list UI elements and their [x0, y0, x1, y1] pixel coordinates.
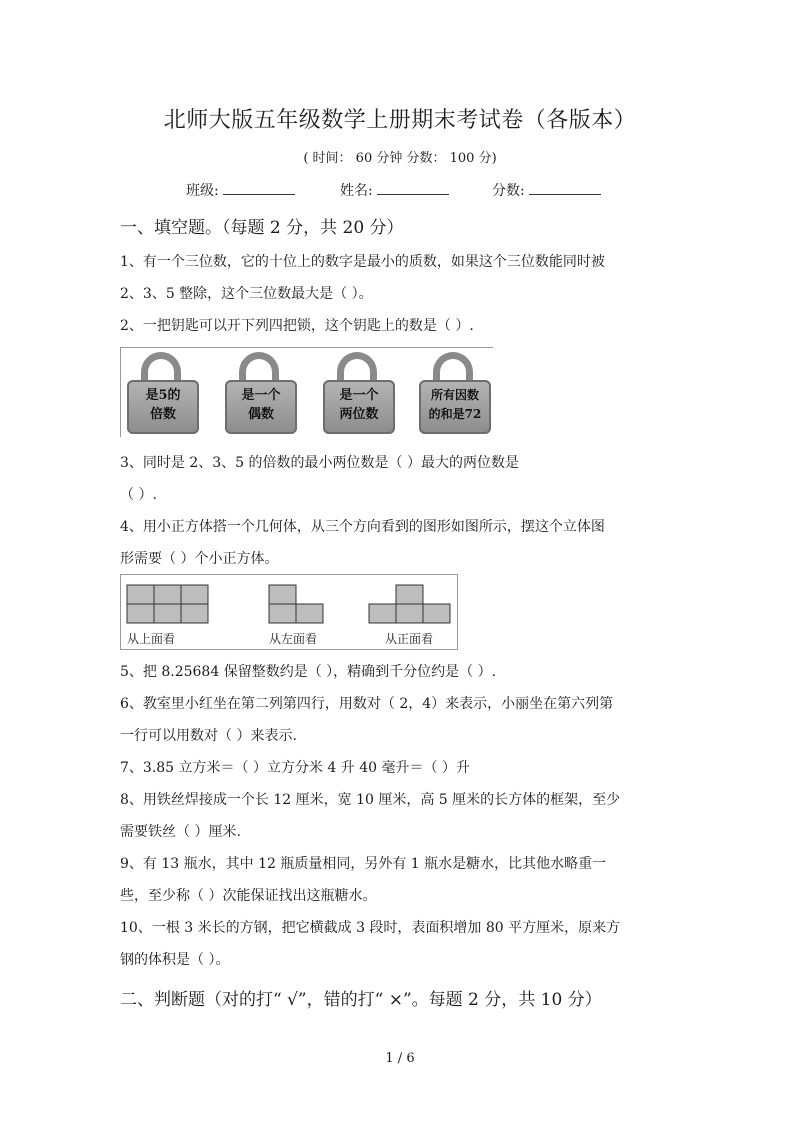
lock-1: [127, 348, 199, 436]
class-field: [186, 180, 295, 200]
question-7: 7、3.85 立方米＝（ ）立方分米 4 升 40 毫升＝（ ）升: [120, 760, 470, 776]
name-label: 姓名:: [340, 183, 373, 199]
top-view-label: 从上面看: [127, 632, 176, 646]
lock-1-text: [127, 386, 199, 424]
name-blank: [377, 182, 449, 195]
front-view-square: [396, 604, 423, 623]
front-view-square: [369, 604, 396, 623]
locks-figure: [120, 347, 493, 437]
left-view-square: [296, 604, 323, 623]
question-6-line2: 一行可以用数对（ ）来表示.: [120, 728, 297, 744]
top-view-square: [154, 585, 181, 604]
top-view-squares: [127, 585, 208, 623]
question-8-line2: 需要铁丝（ ）厘米.: [120, 824, 241, 840]
front-view-squares: [369, 585, 450, 623]
question-1-line2: 2、3、5 整除，这个三位数最大是（ ）。: [120, 286, 373, 302]
top-view-square: [154, 604, 181, 623]
front-view-label: 从正面看: [385, 632, 434, 646]
lock-4-text: [419, 386, 491, 424]
class-blank: [223, 182, 295, 195]
lock-4-line2: 的和是72: [428, 407, 482, 421]
lock-2: [225, 348, 297, 436]
three-views-figure: [120, 574, 458, 650]
left-view-label: 从左面看: [269, 632, 318, 646]
lock-4-line1: 所有因数: [430, 388, 479, 402]
score-blank: [529, 182, 601, 195]
top-view-square: [181, 585, 208, 604]
question-10-line2: 钢的体积是（ ）。: [120, 952, 230, 968]
name-field: [340, 180, 449, 200]
score-label: 分数:: [492, 183, 525, 199]
section1-heading: 一、填空题。（每题 2 分，共 20 分）: [120, 218, 404, 238]
front-view-square: [396, 585, 423, 604]
lock-1-line2: 倍数: [149, 407, 176, 422]
question-9-line2: 些，至少称（ ）次能保证找出这瓶糖水。: [120, 888, 377, 904]
page-title: 北师大版五年级数学上册期末考试卷（各版本）: [163, 108, 637, 133]
question-6-line1: 6、教室里小红坐在第二列第四行，用数对（ 2，4）来表示，小丽坐在第六列第: [120, 696, 614, 712]
top-view-square: [127, 604, 154, 623]
front-view-square: [423, 604, 450, 623]
question-5: 5、把 8.25684 保留整数约是（ ），精确到千分位约是（ ）.: [120, 664, 497, 680]
question-8-line1: 8、用铁丝焊接成一个长 12 厘米，宽 10 厘米，高 5 厘米的长方体的框架，至少: [120, 792, 621, 808]
lock-2-line2: 偶数: [247, 407, 274, 422]
question-3-line1: 3、同时是 2、3、5 的倍数的最小两位数是（ ）最大的两位数是: [120, 455, 519, 471]
lock-3-line1: 是一个: [339, 388, 379, 403]
lock-2-line1: 是一个: [241, 388, 281, 403]
left-view-square: [269, 585, 296, 604]
page-number: 1 / 6: [385, 1051, 415, 1066]
question-9-line1: 9、有 13 瓶水，其中 12 瓶质量相同，另外有 1 瓶水是糖水，比其他水略重一: [120, 856, 607, 872]
question-10-line1: 10、一根 3 米长的方钢，把它横截成 3 段时，表面积增加 80 平方厘米，原来方: [120, 920, 621, 936]
lock-1-line1: 是5的: [145, 388, 181, 403]
lock-3-line2: 两位数: [339, 407, 379, 422]
exam-time-score: ( 时间： 60 分钟 分数： 100 分): [303, 151, 497, 166]
question-4-line1: 4、用小正方体搭一个几何体，从三个方向看到的图形如图所示，摆这个立体图: [120, 519, 605, 535]
score-field: [492, 180, 601, 200]
question-3-line2: （ ）.: [120, 487, 157, 503]
three-views-drawing: [121, 575, 457, 631]
question-4-line2: 形需要（ ）个小正方体。: [120, 551, 279, 567]
question-1-line1: 1、有一个三位数，它的十位上的数字是最小的质数，如果这个三位数能同时被: [120, 254, 605, 270]
lock-4: [419, 348, 491, 436]
top-view-square: [127, 585, 154, 604]
top-view-square: [181, 604, 208, 623]
left-view-squares: [269, 585, 323, 623]
lock-3-text: [323, 386, 395, 424]
lock-3: [323, 348, 395, 436]
class-label: 班级:: [186, 183, 219, 199]
lock-2-text: [225, 386, 297, 424]
section2-heading: 二、判断题（对的打“ √”，错的打“ ×”。每题 2 分，共 10 分）: [120, 990, 602, 1010]
question-2: 2、一把钥匙可以开下列四把锁，这个钥匙上的数是（ ）.: [120, 318, 474, 334]
left-view-square: [269, 604, 296, 623]
